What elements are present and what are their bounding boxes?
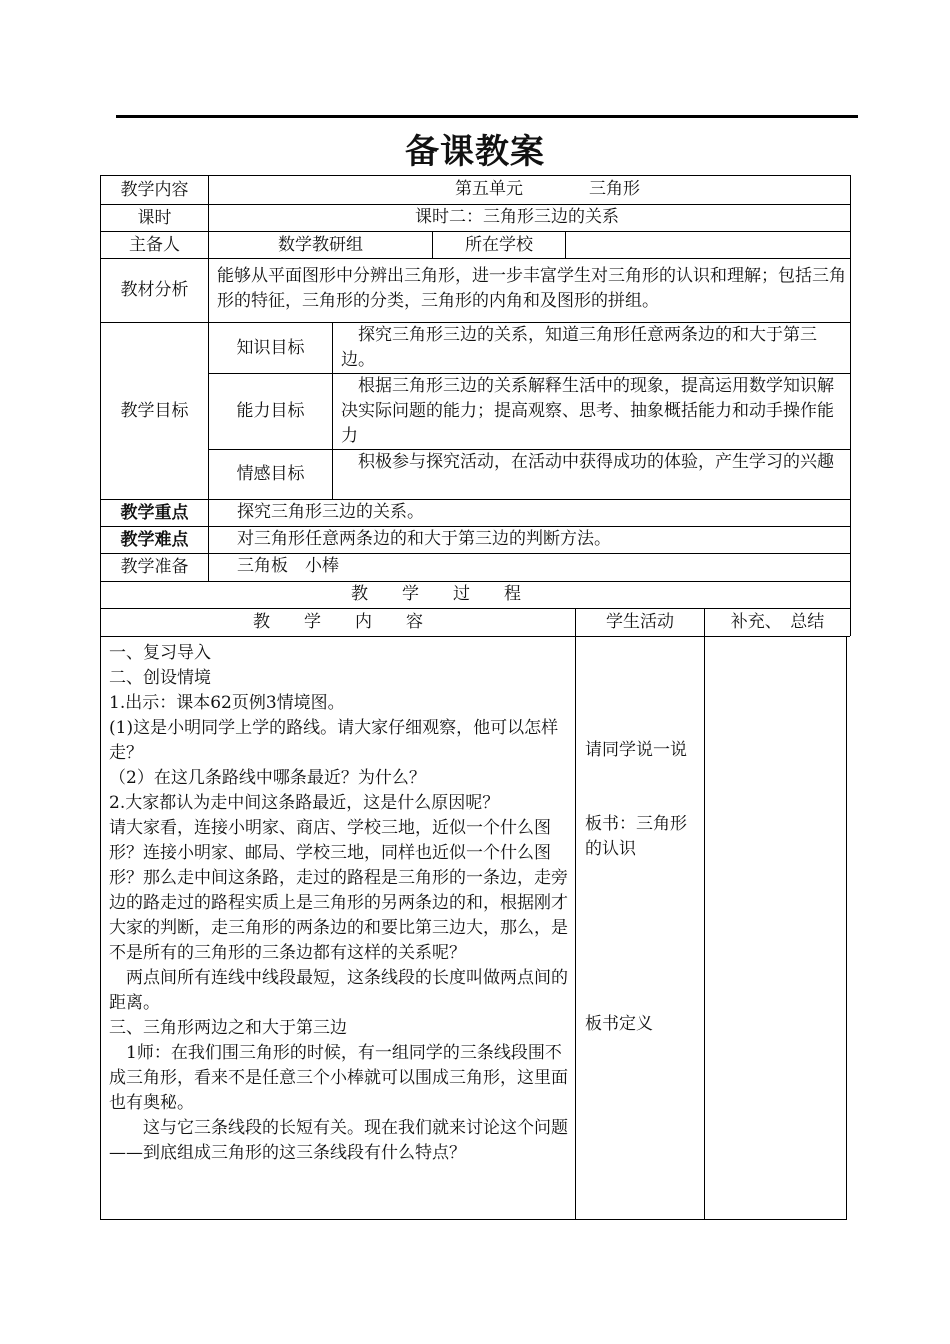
ability-goal-cell: [333, 374, 850, 449]
content-value: [209, 176, 850, 204]
analysis-cell: [209, 259, 850, 322]
analysis-text: 能够从平面图形中分辨出三角形，进一步丰富学生对三角形的认识和理解；包括三角形的特征，三角形的分类，三角形的内角和及图形的拼组。: [217, 266, 846, 311]
process-header: 教 学 过 程: [351, 584, 521, 604]
unit-text: 第五单元: [455, 179, 523, 199]
content-line: (1)这是小明同学上学的路线。请大家仔细观察，他可以怎样走？: [109, 718, 559, 763]
preparation-label: 教学准备: [120, 557, 189, 577]
goals-label: 教学目标: [120, 400, 189, 421]
school-value: [566, 232, 850, 258]
knowledge-goal-text: 探究三角形三边的关系，知道三角形任意两条边的和大于第三边。: [341, 325, 817, 370]
lesson-label: 课时: [137, 207, 172, 228]
lesson-value: 课时二：三角形三边的关系: [415, 207, 619, 227]
emotion-goal-text: 积极参与探究活动，在活动中获得成功的体验，产生学习的兴趣: [358, 452, 834, 472]
top-rule: [116, 115, 858, 118]
col-notes-header: 补充、 总结: [730, 612, 825, 632]
content-line: 二、创设情境: [109, 668, 211, 688]
emotion-goal-cell: [333, 450, 850, 499]
lesson-value-cell: [209, 205, 850, 231]
content-line: 2.大家都认为走中间这条路最近，这是什么原因呢？: [109, 793, 500, 813]
key-point-text: 探究三角形三边的关系。: [237, 502, 424, 522]
content-line: 1师：在我们围三角形的时候，有一组同学的三条线段围不成三角形，看来不是任意三个小棒就可以围成三角形，这里面也有奥秘。: [109, 1043, 568, 1113]
content-line: 三、三角形两边之和大于第三边: [109, 1018, 347, 1038]
student-activity-3: 板书定义: [585, 1014, 653, 1034]
page-title: 备课教案: [405, 132, 545, 172]
student-activity-2: 板书：三角形的认识: [585, 814, 687, 859]
school-label: 所在学校: [465, 234, 533, 255]
col-content-header: 教 学 内 容: [253, 612, 423, 632]
content-line: 1.出示：课本62页例3情境图。: [109, 693, 345, 713]
content-line: 请大家看，连接小明家、商店、学校三地，近似一个什么图形？连接小明家、邮局、学校三地，同样也近似一个什么图形？那么走中间这条路，走过的路程是三角形的一条边，走旁边的路走过的路程实质上是三角形的另两条边的和，根据刚才大家的判断，走三角形的两条边的和要比第三边大，那么，是不是所有的三角形的三条边都有这样的关系呢？: [109, 818, 568, 963]
preparation-text: 三角板 小棒: [237, 556, 339, 576]
process-content: [101, 641, 575, 1166]
preparer-label: 主备人: [129, 234, 180, 255]
preparer-value: 数学教研组: [278, 234, 363, 255]
content-line: 两点间所有连线中线段最短，这条线段的长度叫做两点间的距离。: [109, 968, 568, 1013]
difficulty-text: 对三角形任意两条边的和大于第三边的判断方法。: [237, 529, 611, 549]
student-activity-1: 请同学说一说: [585, 740, 687, 760]
content-line: 一、复习导入: [109, 643, 211, 663]
knowledge-goal-label: 知识目标: [236, 337, 305, 358]
topic-text: 三角形: [589, 179, 640, 199]
ability-goal-label: 能力目标: [236, 401, 305, 421]
emotion-goal-label: 情感目标: [236, 464, 305, 484]
ability-goal-text: 根据三角形三边的关系解释生活中的现象，提高运用数学知识解决实际问题的能力；提高观察、思考、抽象概括能力和动手操作能力: [341, 376, 834, 446]
key-point-label: 教学重点: [120, 502, 189, 523]
difficulty-label: 教学难点: [120, 529, 189, 550]
process-header-cell: [101, 582, 850, 608]
col-student-header: 学生活动: [606, 612, 674, 632]
content-label: 教学内容: [120, 179, 189, 200]
analysis-label: 教材分析: [120, 280, 189, 300]
content-line: （2）在这几条路线中哪条最近？为什么？: [109, 768, 426, 788]
content-line: 这与它三条线段的长短有关。现在我们就来讨论这个问题——到底组成三角形的这三条线段有什么特点？: [109, 1118, 568, 1163]
knowledge-goal-cell: [333, 323, 850, 373]
